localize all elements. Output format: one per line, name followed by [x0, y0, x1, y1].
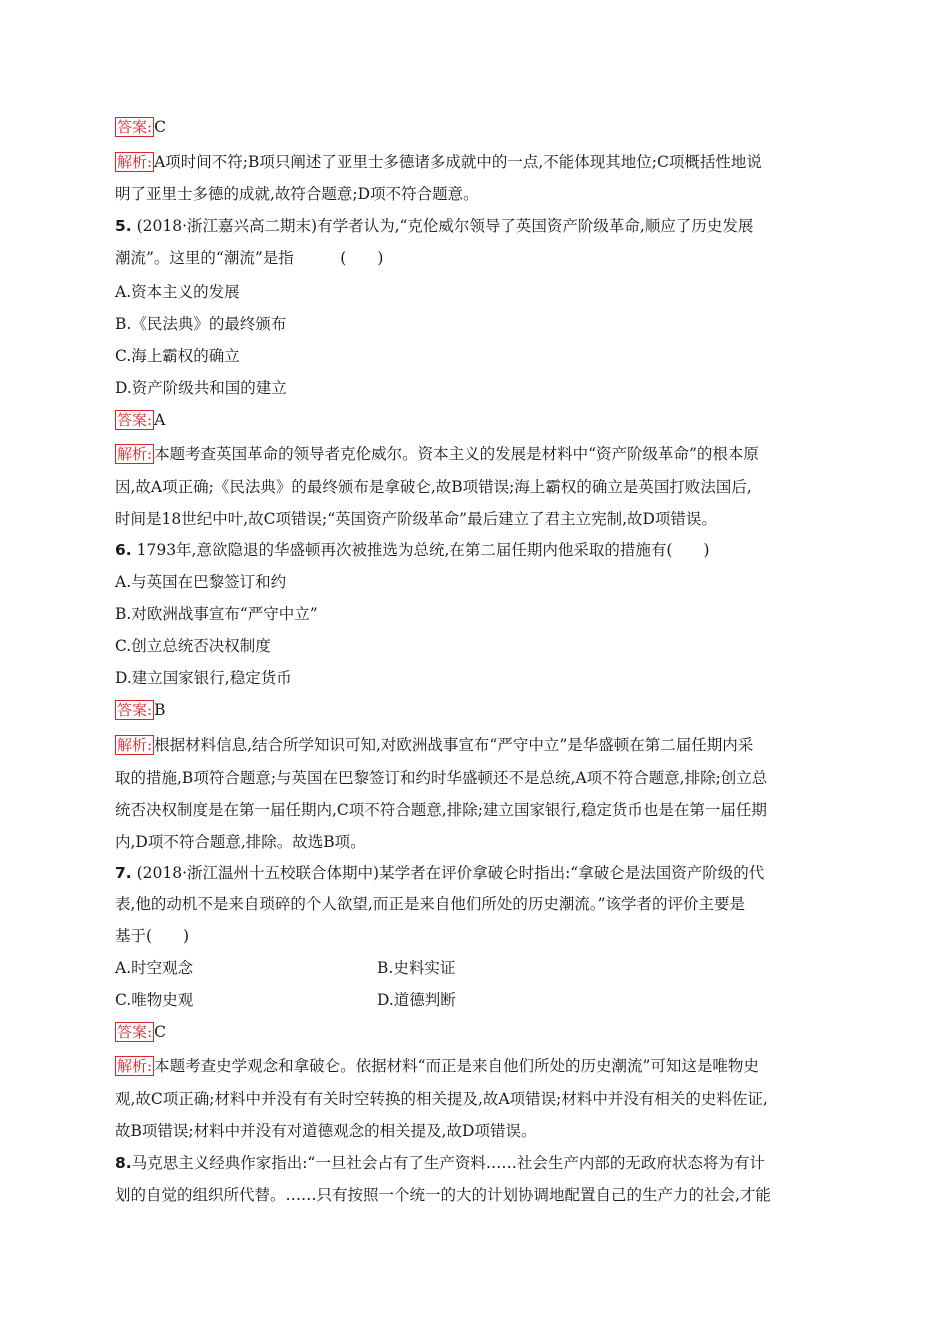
analysis-line — [115, 1056, 845, 1076]
question-number: 5. — [115, 217, 132, 235]
options-row-1 — [115, 958, 845, 978]
option-b: B.史料实证 — [377, 959, 456, 977]
question-text: 1793年,意欲隐退的华盛顿再次被推选为总统,在第二届任期内他采取的措施有( ) — [131, 541, 710, 559]
analysis-text: 明了亚里士多德的成就,故符合题意;D项不符合题意。 — [115, 185, 479, 203]
question-text: (2018·浙江嘉兴高二期末)有学者认为,“克伦威尔领导了英国资产阶级革命,顺应了历史发展 — [131, 217, 754, 235]
analysis-text: 故B项错误;材料中并没有对道德观念的相关提及,故D项错误。 — [115, 1122, 537, 1140]
option-c: C.创立总统否决权制度 — [115, 637, 271, 655]
analysis-line — [115, 152, 845, 172]
question-text: 表,他的动机不是来自琐碎的个人欲望,而正是来自他们所处的历史潮流。”该学者的评价主要是 — [115, 895, 746, 913]
analysis-text: 本题考查英国革命的领导者克伦威尔。资本主义的发展是材料中“资产阶级革命”的根本原 — [154, 445, 759, 463]
answer-line — [115, 1022, 845, 1042]
answer-line — [115, 700, 845, 720]
question-text: 基于( ) — [115, 927, 190, 945]
option-b: B.《民法典》的最终颁布 — [115, 315, 287, 333]
analysis-label: 解析: — [117, 153, 153, 171]
answer-label: 答案: — [117, 118, 153, 136]
analysis-text: 观,故C项正确;材料中并没有有关时空转换的相关提及,故A项错误;材料中并没有相关的史料佐证, — [115, 1090, 768, 1108]
analysis-text: 内,D项不符合题意,排除。故选B项。 — [115, 833, 366, 851]
question-number: 6. — [115, 541, 132, 559]
analysis-text: 本题考查史学观念和拿破仑。依据材料“而正是来自他们所处的历史潮流”可知这是唯物史 — [154, 1057, 759, 1075]
question-text: 马克思主义经典作家指出:“一旦社会占有了生产资料……社会生产内部的无政府状态将为有计 — [131, 1154, 765, 1172]
analysis-text: 根据材料信息,结合所学知识可知,对欧洲战事宣布“严守中立”是华盛顿在第二届任期内采 — [154, 736, 754, 754]
question-text: (2018·浙江温州十五校联合体期中)某学者在评价拿破仑时指出:“拿破仑是法国资产阶级的代 — [131, 864, 765, 882]
option-d: D.资产阶级共和国的建立 — [115, 379, 287, 397]
answer-line — [115, 410, 845, 430]
question-text: 潮流”。这里的“潮流”是指 ( ) — [115, 249, 384, 267]
answer-value: C — [154, 118, 166, 136]
analysis-line — [115, 444, 845, 464]
analysis-text: 统否决权制度是在第一届任期内,C项不符合题意,排除;建立国家银行,稳定货币也是在第一届任期 — [115, 801, 767, 819]
options-row-2 — [115, 990, 845, 1010]
question-text: 划的自觉的组织所代替。……只有按照一个统一的大的计划协调地配置自己的生产力的社会,才能 — [115, 1186, 771, 1204]
answer-label: 答案: — [117, 701, 153, 719]
answer-line — [115, 117, 845, 137]
answer-value: C — [154, 1023, 166, 1041]
analysis-line — [115, 735, 845, 755]
answer-label: 答案: — [117, 1023, 153, 1041]
analysis-text: A项时间不符;B项只阐述了亚里士多德诸多成就中的一点,不能体现其地位;C项概括性地说 — [154, 153, 762, 171]
option-a: A.与英国在巴黎签订和约 — [115, 573, 287, 591]
analysis-text: 时间是18世纪中叶,故C项错误;“英国资产阶级革命”最后建立了君主立宪制,故D项错误。 — [115, 510, 717, 528]
option-c: C.海上霸权的确立 — [115, 347, 240, 365]
analysis-label: 解析: — [117, 1057, 153, 1075]
question-5-stem — [115, 216, 845, 236]
analysis-label: 解析: — [117, 445, 153, 463]
answer-label: 答案: — [117, 411, 153, 429]
answer-value: B — [154, 701, 166, 719]
option-a: A.时空观念 — [115, 959, 194, 977]
option-a: A.资本主义的发展 — [115, 283, 240, 301]
question-7-stem — [115, 863, 845, 883]
question-6-stem — [115, 540, 845, 560]
option-b: B.对欧洲战事宣布“严守中立” — [115, 605, 318, 623]
analysis-text: 因,故A项正确;《民法典》的最终颁布是拿破仑,故B项错误;海上霸权的确立是英国打败法国后, — [115, 478, 752, 496]
option-d: D.道德判断 — [377, 991, 456, 1009]
answer-value: A — [154, 411, 166, 429]
question-8-stem — [115, 1153, 845, 1173]
question-number: 7. — [115, 864, 132, 882]
analysis-label: 解析: — [117, 736, 153, 754]
option-c: C.唯物史观 — [115, 991, 194, 1009]
option-d: D.建立国家银行,稳定货币 — [115, 669, 292, 687]
question-number: 8. — [115, 1154, 132, 1172]
analysis-text: 取的措施,B项符合题意;与英国在巴黎签订和约时华盛顿还不是总统,A项不符合题意,排除;创立总 — [115, 769, 768, 787]
